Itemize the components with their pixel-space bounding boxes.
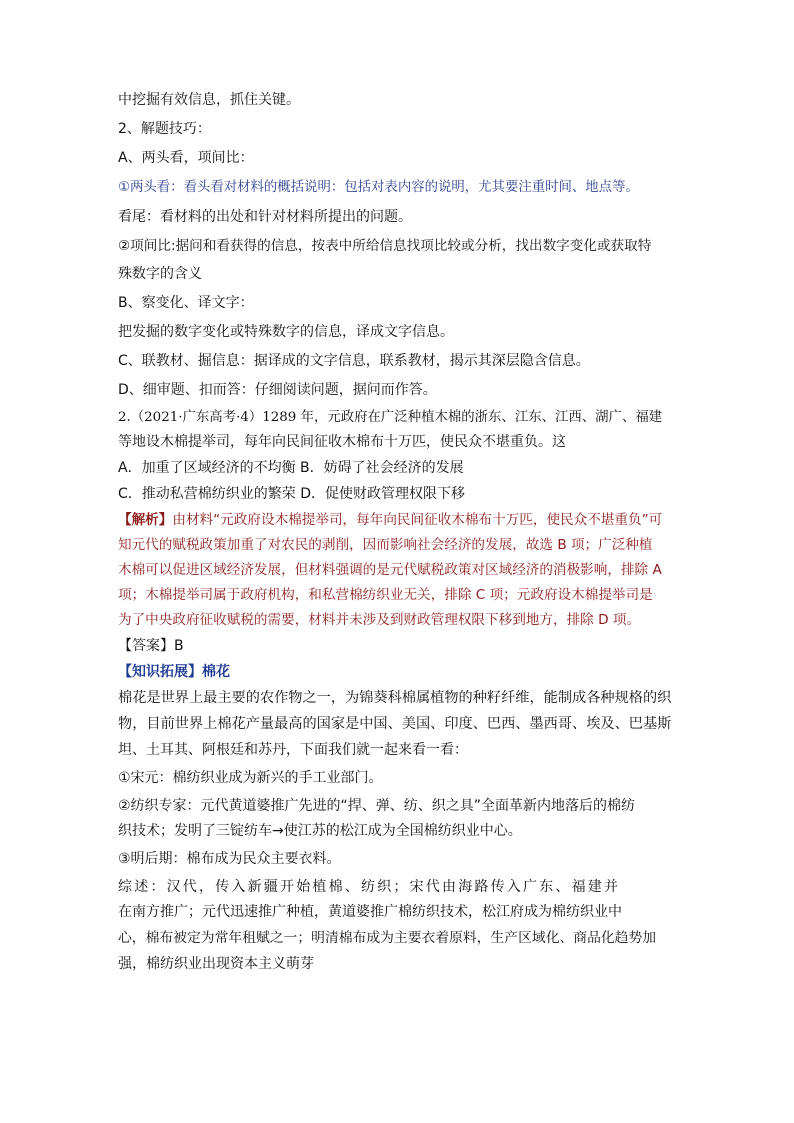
answer: 【答案】B: [118, 638, 184, 654]
extension-line: 物，目前世界上棉花产量最高的国家是中国、美国、印度、巴西、墨西哥、埃及、巴基斯: [118, 716, 672, 732]
text-line: 看尾：看材料的出处和针对材料所提出的问题。: [118, 209, 412, 225]
text-line: ①两头看：看头看对材料的概括说明：包括对表内容的说明，尤其要注重时间、地点等。: [118, 180, 639, 195]
text-line: B、察变化、译文字：: [118, 295, 254, 311]
extension-line: 综述：汉代，传入新疆开始植棉、纺织；宋代由海路传入广东、福建并: [118, 879, 621, 895]
question-stem: 2.（2021·广东高考·4）1289 年，元政府在广泛种植木棉的浙东、江东、江西、湖广、福建: [118, 410, 663, 425]
analysis-tag: 【解析】: [118, 512, 173, 528]
extension-line: 心，棉布被定为常年租赋之一；明清棉布成为主要衣着原料，生产区域化、商品化趋势加: [118, 930, 657, 946]
text-line: C、联教材、掘信息：据译成的文字信息，联系教材，揭示其深层隐含信息。: [118, 353, 590, 369]
text-line: 把发掘的数字变化或特殊数字的信息，译成文字信息。: [118, 324, 454, 340]
extension-title: 【知识拓展】棉花: [118, 664, 230, 680]
extension-line: ③明后期：棉布成为民众主要衣料。: [118, 851, 341, 867]
text-line: 2、解题技巧：: [118, 121, 211, 137]
extension-line: 坦、土耳其、阿根廷和苏丹，下面我们就一起来看一看：: [118, 742, 468, 758]
text-line: 殊数字的含义: [118, 266, 202, 282]
analysis-line: 木棉可以促进区域经济发展，但材料强调的是元代赋税政策对区域经济的消极影响，排除 A: [118, 562, 662, 578]
text-line: 中挖掘有效信息，抓住关键。: [118, 92, 300, 108]
analysis-line: [118, 510, 662, 530]
extension-line: ①宋元：棉纺织业成为新兴的手工业部门。: [118, 770, 383, 786]
extension-line: 强，棉纺织业出现资本主义萌芽: [118, 956, 314, 972]
question-stem: 等地设木棉提举司，每年向民间征收木棉布十万匹，使民众不堪重负。这: [118, 434, 566, 450]
text-line: ②项间比:据问和看获得的信息，按表中所给信息找项比较或分析，找出数字变化或获取特: [118, 238, 652, 254]
analysis-line: 项；木棉提举司属于政府机构，和私营棉纺织业无关，排除 C 项；元政府设木棉提举司是: [118, 587, 653, 603]
analysis-line: 知元代的赋税政策加重了对农民的剥削，因而影响社会经济的发展，故选 B 项；广泛种植: [118, 537, 653, 553]
analysis-line: 为了中央政府征收赋税的需要，材料并未涉及到财政管理权限下移到地方，排除 D 项。: [118, 612, 641, 628]
analysis-text: 由材料“元政府设木棉提举司，每年向民间征收木棉布十万匹，使民众不堪重负”可: [172, 512, 663, 528]
question-options: C．推动私营棉纺织业的繁荣 D．促使财政管理权限下移: [118, 486, 466, 502]
extension-line: 棉花是世界上最主要的农作物之一，为锦葵科棉属植物的种籽纤维，能制成各种规格的织: [118, 690, 672, 706]
extension-line: ②纺织专家：元代黄道婆推广先进的“捍、弹、纺、织之具”全面革新内地落后的棉纺: [118, 798, 636, 814]
text-line: D、细审题、扣而答：仔细阅读问题，据问而作答。: [118, 382, 437, 398]
extension-line: 在南方推广；元代迅速推广种植，黄道婆推广棉纺织技术，松江府成为棉纺织业中: [118, 904, 622, 920]
question-options: A．加重了区域经济的不均衡 B．妨碍了社会经济的发展: [118, 460, 464, 476]
extension-line: 织技术；发明了三锭纺车→使江苏的松江成为全国棉纺织业中心。: [118, 823, 522, 839]
text-line: A、两头看，项间比：: [118, 150, 254, 166]
